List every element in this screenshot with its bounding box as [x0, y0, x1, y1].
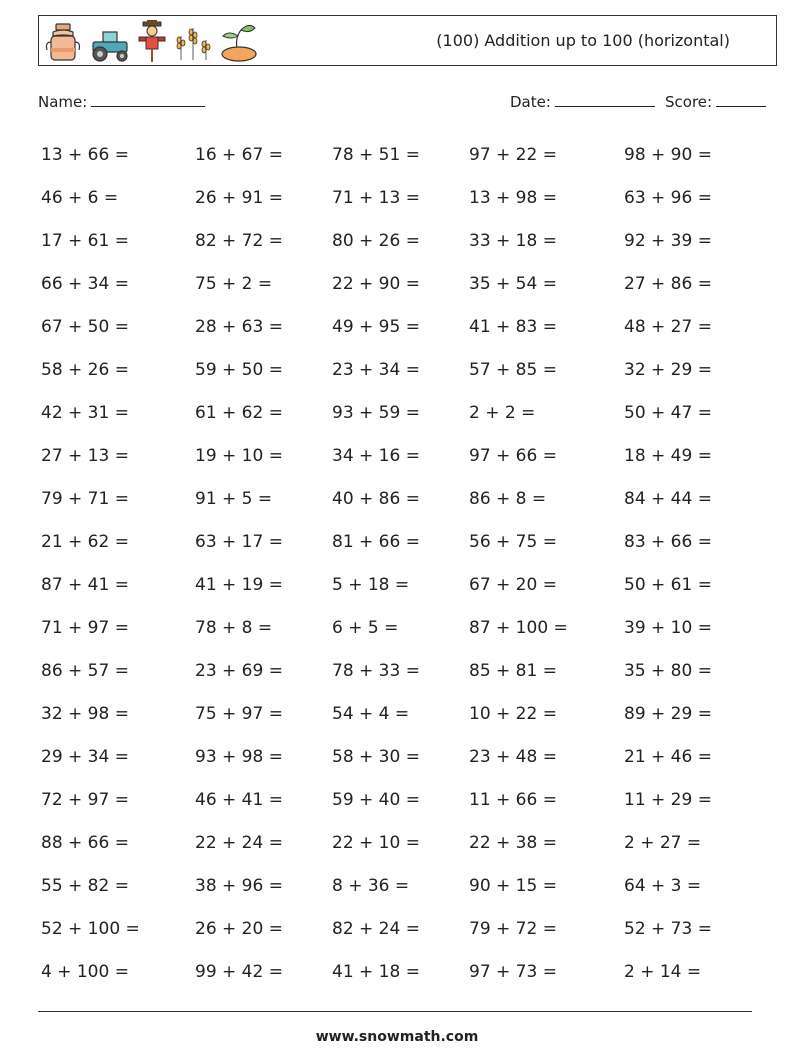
problem-item: 90 + 15 = [469, 876, 557, 896]
problem-item: 59 + 50 = [195, 360, 283, 380]
tractor-icon [87, 30, 131, 62]
problem-item: 80 + 26 = [332, 231, 420, 251]
problem-item: 97 + 66 = [469, 446, 557, 466]
problem-item: 21 + 46 = [624, 747, 712, 767]
sprout-icon [219, 20, 259, 62]
problem-item: 42 + 31 = [41, 403, 129, 423]
problem-item: 27 + 86 = [624, 274, 712, 294]
problem-item: 75 + 97 = [195, 704, 283, 724]
problem-item: 22 + 24 = [195, 833, 283, 853]
problem-item: 78 + 33 = [332, 661, 420, 681]
problem-item: 58 + 26 = [41, 360, 129, 380]
problem-item: 23 + 34 = [332, 360, 420, 380]
problem-item: 71 + 13 = [332, 188, 420, 208]
problem-item: 11 + 29 = [624, 790, 712, 810]
problem-item: 97 + 22 = [469, 145, 557, 165]
problem-item: 58 + 30 = [332, 747, 420, 767]
footer-url: www.snowmath.com [315, 1029, 479, 1045]
problem-item: 21 + 62 = [41, 532, 129, 552]
footer-divider [38, 1011, 752, 1012]
name-label: Name: [38, 93, 88, 111]
problem-item: 22 + 10 = [332, 833, 420, 853]
problem-item: 38 + 96 = [195, 876, 283, 896]
problem-item: 91 + 5 = [195, 489, 273, 509]
problem-item: 78 + 8 = [195, 618, 273, 638]
problem-item: 2 + 14 = [624, 962, 702, 982]
problem-item: 93 + 59 = [332, 403, 420, 423]
problem-item: 35 + 54 = [469, 274, 557, 294]
problem-item: 2 + 2 = [469, 403, 536, 423]
problem-item: 57 + 85 = [469, 360, 557, 380]
problem-item: 75 + 2 = [195, 274, 273, 294]
problem-item: 23 + 48 = [469, 747, 557, 767]
problem-item: 55 + 82 = [41, 876, 129, 896]
problem-item: 87 + 41 = [41, 575, 129, 595]
problem-item: 41 + 19 = [195, 575, 283, 595]
problem-item: 18 + 49 = [624, 446, 712, 466]
problem-item: 33 + 18 = [469, 231, 557, 251]
problem-item: 81 + 66 = [332, 532, 420, 552]
problem-item: 72 + 97 = [41, 790, 129, 810]
problem-item: 87 + 100 = [469, 618, 568, 638]
date-field [510, 92, 655, 111]
problem-item: 8 + 36 = [332, 876, 410, 896]
problem-item: 82 + 24 = [332, 919, 420, 939]
problem-item: 29 + 34 = [41, 747, 129, 767]
problem-item: 16 + 67 = [195, 145, 283, 165]
problem-item: 56 + 75 = [469, 532, 557, 552]
problem-item: 48 + 27 = [624, 317, 712, 337]
problem-item: 63 + 96 = [624, 188, 712, 208]
problem-item: 52 + 100 = [41, 919, 140, 939]
problem-item: 32 + 29 = [624, 360, 712, 380]
problem-item: 52 + 73 = [624, 919, 712, 939]
problem-item: 4 + 100 = [41, 962, 129, 982]
problem-item: 84 + 44 = [624, 489, 712, 509]
problem-item: 41 + 83 = [469, 317, 557, 337]
problem-item: 6 + 5 = [332, 618, 399, 638]
wheat-icon [173, 26, 213, 62]
problem-item: 86 + 8 = [469, 489, 547, 509]
problem-item: 34 + 16 = [332, 446, 420, 466]
problem-item: 89 + 29 = [624, 704, 712, 724]
worksheet-header [38, 15, 777, 66]
problem-item: 98 + 90 = [624, 145, 712, 165]
problem-item: 66 + 34 = [41, 274, 129, 294]
score-label: Score: [665, 93, 713, 111]
problem-item: 79 + 71 = [41, 489, 129, 509]
problem-item: 26 + 91 = [195, 188, 283, 208]
problem-item: 86 + 57 = [41, 661, 129, 681]
problem-item: 26 + 20 = [195, 919, 283, 939]
problem-item: 46 + 41 = [195, 790, 283, 810]
problem-item: 39 + 10 = [624, 618, 712, 638]
problem-item: 79 + 72 = [469, 919, 557, 939]
problem-item: 5 + 18 = [332, 575, 410, 595]
problem-item: 64 + 3 = [624, 876, 702, 896]
problem-item: 27 + 13 = [41, 446, 129, 466]
score-field [665, 92, 766, 111]
problem-item: 19 + 10 = [195, 446, 283, 466]
problem-item: 54 + 4 = [332, 704, 410, 724]
problem-item: 22 + 90 = [332, 274, 420, 294]
worksheet-title: (100) Addition up to 100 (horizontal) [436, 31, 730, 50]
problem-item: 13 + 66 = [41, 145, 129, 165]
problem-item: 41 + 18 = [332, 962, 420, 982]
problem-item: 63 + 17 = [195, 532, 283, 552]
problem-item: 13 + 98 = [469, 188, 557, 208]
problem-item: 99 + 42 = [195, 962, 283, 982]
problem-item: 59 + 40 = [332, 790, 420, 810]
problem-item: 71 + 97 = [41, 618, 129, 638]
problem-item: 88 + 66 = [41, 833, 129, 853]
problem-item: 97 + 73 = [469, 962, 557, 982]
problem-item: 28 + 63 = [195, 317, 283, 337]
problem-item: 67 + 50 = [41, 317, 129, 337]
problem-item: 35 + 80 = [624, 661, 712, 681]
problem-item: 32 + 98 = [41, 704, 129, 724]
problem-item: 50 + 61 = [624, 575, 712, 595]
problem-item: 49 + 95 = [332, 317, 420, 337]
problem-item: 50 + 47 = [624, 403, 712, 423]
milk-can-icon [45, 22, 81, 62]
problem-item: 10 + 22 = [469, 704, 557, 724]
date-label: Date: [510, 93, 551, 111]
date-blank[interactable] [555, 92, 655, 107]
problem-item: 85 + 81 = [469, 661, 557, 681]
header-icons [45, 20, 259, 62]
problem-item: 82 + 72 = [195, 231, 283, 251]
problem-item: 2 + 27 = [624, 833, 702, 853]
problem-item: 23 + 69 = [195, 661, 283, 681]
name-field [38, 92, 205, 111]
problem-item: 67 + 20 = [469, 575, 557, 595]
problem-item: 92 + 39 = [624, 231, 712, 251]
scarecrow-icon [137, 20, 167, 62]
problem-item: 40 + 86 = [332, 489, 420, 509]
problem-item: 61 + 62 = [195, 403, 283, 423]
problem-item: 78 + 51 = [332, 145, 420, 165]
problem-item: 11 + 66 = [469, 790, 557, 810]
problem-item: 46 + 6 = [41, 188, 119, 208]
name-blank[interactable] [91, 92, 205, 107]
problem-item: 22 + 38 = [469, 833, 557, 853]
problem-item: 83 + 66 = [624, 532, 712, 552]
problem-item: 17 + 61 = [41, 231, 129, 251]
problem-item: 93 + 98 = [195, 747, 283, 767]
score-blank[interactable] [716, 92, 766, 107]
